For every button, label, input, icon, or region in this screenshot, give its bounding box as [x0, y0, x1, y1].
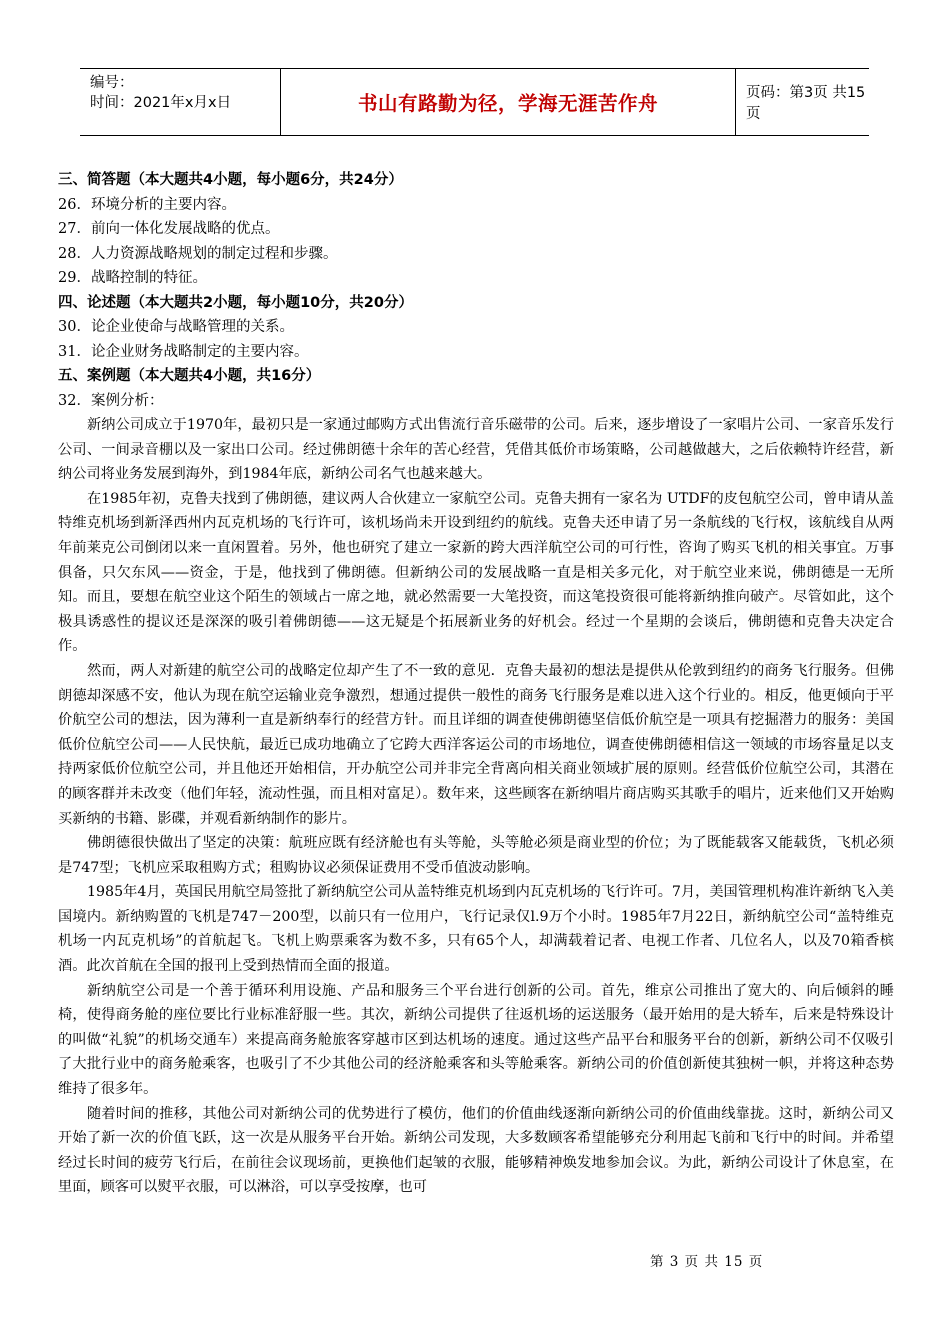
header-page-label: 页码：第3页 共15页: [746, 85, 866, 122]
page-footer: 第 3 页 共 15 页: [650, 1254, 764, 1270]
number-label: 编号：: [90, 75, 134, 91]
case-paragraph-2: 在1985年初，克鲁夫找到了佛朗德，建议两人合伙建立一家航空公司。克鲁夫拥有一家名为 UTDF的皮包航空公司，曾申请从盖特维克机场到新泽西州内瓦克机场的飞行许可，该机场尚未开设到纽约的航线。克鲁夫还申请了另一条航线的飞行权，该航线自从两年前莱克公司倒闭以来一直闲置着。另外，他也研究了建立一家新的跨大西洋航空公司的可行性，咨询了购买飞机的相关事宜。万事俱备，只欠东风——资金，于是，他找到了佛朗德。但新纳公司的发展战略一直是相关多元化，对于航空业来说，佛朗德是一无所知。而且，要想在航空业这个陌生的领域占一席之地，就必然需要一大笔投资，而这笔投资很可能将新纳推向破产。尽管如此，这个极具诱惑性的提议还是深深的吸引着佛朗德——这无疑是个拓展新业务的好机会。经过一个星期的会谈后，佛朗德和克鲁夫决定合作。: [58, 490, 894, 655]
question-31: 31．论企业财务战略制定的主要内容。: [58, 343, 309, 360]
question-26: 26．环境分析的主要内容。: [58, 196, 236, 213]
section-5-title: 五、案例题（本大题共4小题，共16分）: [58, 368, 321, 384]
case-paragraph-7: 随着时间的推移，其他公司对新纳公司的优势进行了模仿，他们的价值曲线逐渐向新纳公司的价值曲线靠拢。这时，新纳公司又开始了新一次的价值飞跃，这一次是从服务平台开始。新纳公司发现，大多数顾客希望能够充分利用起飞前和飞行中的时间。并希望经过长时间的疲劳飞行后，在前往会议现场前，更换他们起皱的衣服，能够精神焕发地参加会议。为此，新纳公司设计了休息室，在里面，顾客可以熨平衣服，可以淋浴，可以享受按摩，也可: [58, 1105, 894, 1196]
question-29: 29．战略控制的特征。: [58, 270, 207, 286]
case-paragraph-4: 佛朗德很快做出了坚定的决策：航班应既有经济舱也有头等舱，头等舱必须是商业型的价位；为了既能载客又能载货，飞机必须是747型；飞机应采取租购方式；租购协议必须保证费用不受币值波动影响。: [58, 835, 894, 876]
header-motto: 书山有路勤为径，学海无涯苦作舟: [281, 69, 736, 135]
time-label: 时间：2021年x月x日: [90, 95, 232, 111]
document-body: [58, 168, 894, 1200]
section-3-title: 三、简答题（本大题共4小题，每小题6分，共24分）: [58, 172, 403, 188]
case-paragraph-1: 新纳公司成立于1970年，最初只是一家通过邮购方式出售流行音乐磁带的公司。后来，逐步增设了一家唱片公司、一家音乐发行公司、一间录音棚以及一家出口公司。经过佛朗德十余年的苦心经营，凭借其低价市场策略，公司越做越大，之后依赖特许经营，新纳公司将业务发展到海外，到1984年底，新纳公司名气也越来越大。: [58, 417, 894, 483]
case-paragraph-3: 然而，两人对新建的航空公司的战略定位却产生了不一致的意见．克鲁夫最初的想法是提供从伦敦到纽约的商务飞行服务。但佛朗德却深感不安，他认为现在航空运输业竞争激烈，想通过提供一般性的商务飞行服务是难以进入这个行业的。相反，他更倾向于平价航空公司的想法，因为薄利一直是新纳奉行的经营方针。而且详细的调查使佛朗德坚信低价航空是一项具有挖掘潜力的服务：美国低价位航空公司——人民快航，最近已成功地确立了它跨大西洋客运公司的市场地位，调查使佛朗德相信这一领域的市场容量足以支持两家低价位航空公司，并且他还开始相信，开办航空公司并非完全背离向相关商业领域扩展的原则。经营低价位航空公司，其潜在的顾客群并未改变（他们年轻，流动性强，而且相对富足）。数年来，这些顾客在新纳唱片商店购买其歌手的唱片，近来他们又开始购买新纳的书籍、影碟，并观看新纳制作的影片。: [58, 662, 894, 827]
header-meta-cell: [80, 69, 281, 135]
case-paragraph-6: 新纳航空公司是一个善于循环利用设施、产品和服务三个平台进行创新的公司。首先，维京公司推出了宽大的、向后倾斜的睡椅，使得商务舱的座位要比行业标准舒服一些。其次，新纳公司提供了往返机场的运送服务（最开始用的是大轿车，后来是特殊设计的叫做“礼貌”的机场交通车）来提高商务舱旅客穿越市区到达机场的速度。通过这些产品平台和服务平台的创新，新纳公司不仅吸引了大批行业中的商务舱乘客，也吸引了不少其他公司的经济舱乘客和头等舱乘客。新纳公司的价值创新使其独树一帜，并将这种态势维持了很多年。: [58, 982, 894, 1098]
question-28: 28．人力资源战略规划的制定过程和步骤。: [58, 245, 338, 262]
document-header: [80, 68, 869, 136]
question-30: 30．论企业使命与战略管理的关系。: [58, 319, 294, 335]
question-27: 27．前向一体化发展战略的优点。: [58, 221, 280, 237]
question-32: 32．案例分析：: [58, 392, 164, 409]
case-paragraph-5: 1985年4月，英国民用航空局签批了新纳航空公司从盖特维克机场到内瓦克机场的飞行许可。7月，美国管理机构准许新纳飞入美国境内。新纳购置的飞机是747－200型，以前只有一位用户，飞行记录仅l.9万个小时。1985年7月22日，新纳航空公司“盖特维克机场一内瓦克机场”的首航起飞。飞机上购票乘客为数不多，只有65个人，却满载着记者、电视工作者、几位名人，以及70箱香槟酒。此次首航在全国的报刊上受到热情而全面的报道。: [58, 884, 894, 975]
section-4-title: 四、论述题（本大题共2小题，每小题10分，共20分）: [58, 294, 413, 311]
